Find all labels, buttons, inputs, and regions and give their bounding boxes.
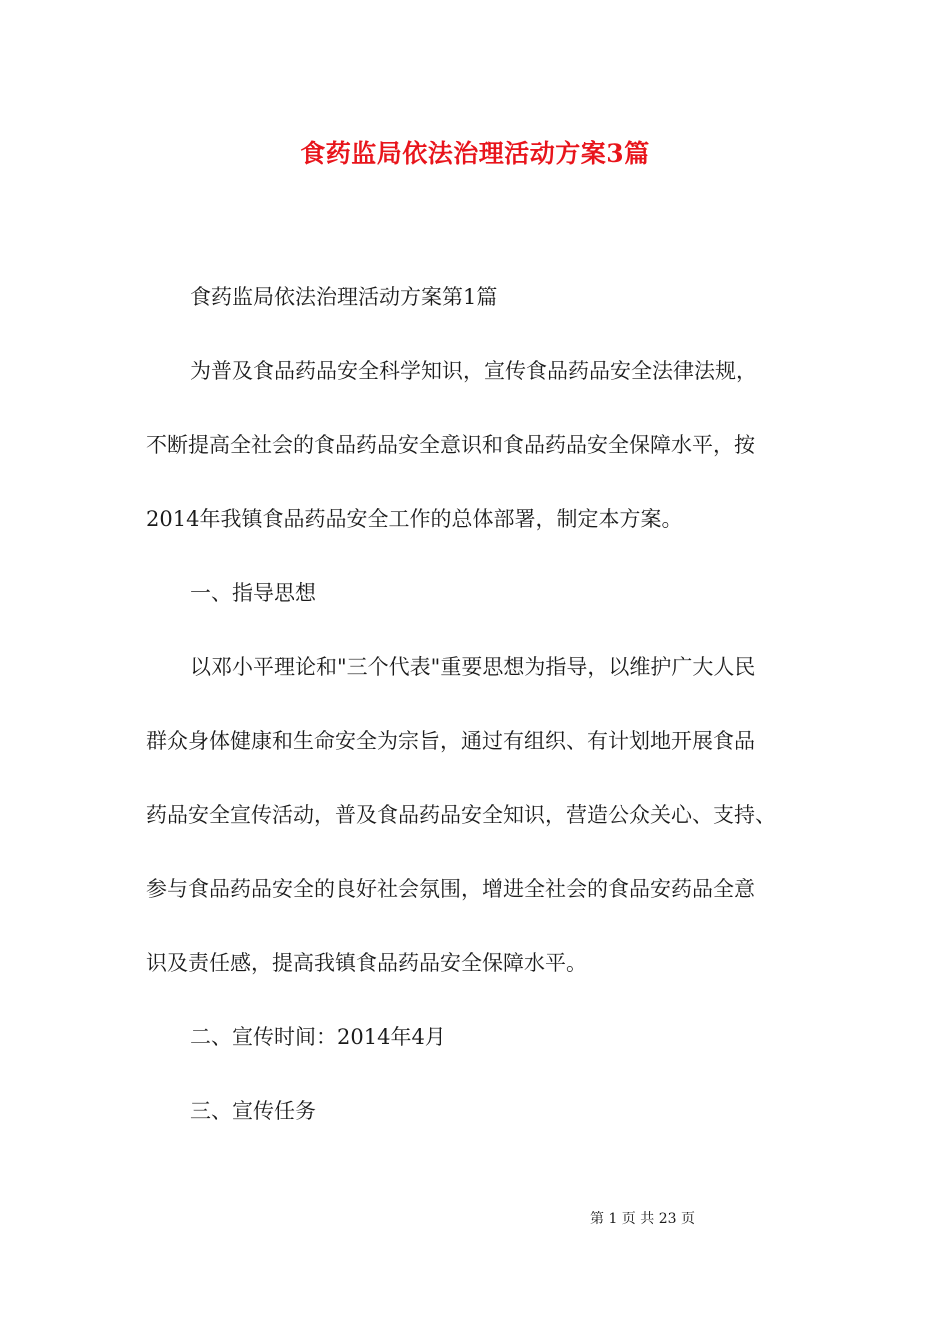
paragraph-line: 2014年我镇食品药品安全工作的总体部署，制定本方案。 [146,507,683,531]
document-title: 食药监局依法治理活动方案3篇 [300,139,650,168]
subtitle-line: 食药监局依法治理活动方案第1篇 [190,285,498,309]
page-number-footer: 第 1 页 共 23 页 [590,1211,695,1227]
section-heading: 一、指导思想 [190,581,316,605]
section-heading: 三、宣传任务 [190,1099,316,1123]
paragraph-line: 药品安全宣传活动，普及食品药品安全知识，营造公众关心、支持、 [146,803,776,827]
paragraph-line: 群众身体健康和生命安全为宗旨，通过有组织、有计划地开展食品 [146,729,755,753]
paragraph-line: 不断提高全社会的食品药品安全意识和食品药品安全保障水平，按 [146,433,755,457]
paragraph-line: 以邓小平理论和"三个代表"重要思想为指导，以维护广大人民 [190,655,756,679]
paragraph-line: 为普及食品药品安全科学知识，宣传食品药品安全法律法规， [190,359,757,383]
paragraph-line: 识及责任感，提高我镇食品药品安全保障水平。 [146,951,587,975]
paragraph-line: 参与食品药品安全的良好社会氛围，增进全社会的食品安药品全意 [146,877,755,901]
section-heading: 二、宣传时间：2014年4月 [190,1025,446,1049]
